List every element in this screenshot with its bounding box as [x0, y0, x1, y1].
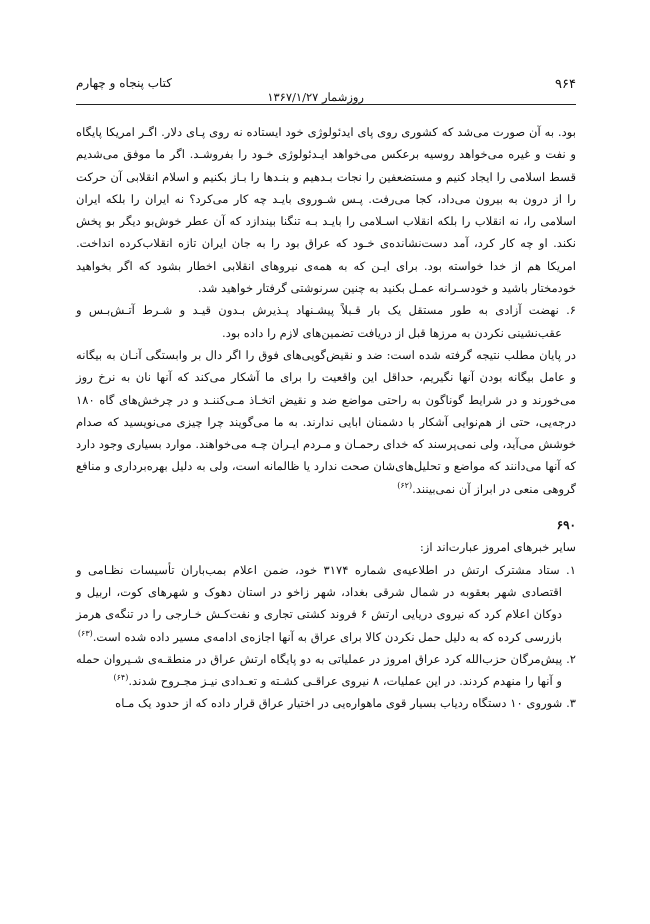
item-text: ۲. پیش‌مرگان حزب‌الله کرد عراق امروز در عملیاتی به دو پایگاه ارتش عراق در منطقـه‌ی شـیروان حمله و آنها را منهدم کردند. در این عملیات، ۸ نیروی عراقـی کشـته و تعـدادی نیـز مجـروح شدند.	[76, 651, 576, 689]
header-date: روزشمار ۱۳۶۷/۱/۲۷	[267, 90, 364, 104]
footnote-ref-62: (۶۲)	[397, 480, 413, 490]
body-text	[76, 121, 576, 715]
paragraph-text: در پایان مطلب نتیجه گرفته شده است: ضد و نقیض‌گویی‌های فوق را اگر دال بر وابستگی آنـان به بیگانه و عامل بیگانه بودن آنها نگیریم، حداقل این واقعیت را برای ما آشکار می‌کند که آنها نان به نرخ روز می‌خورند و در شرایط گوناگون به راحتی مواضع ضد و نقیض اتخـاذ مـی‌کننـد و در چرخش‌های گاه ۱۸۰ درجه‌یی، حتی از هم‌نوایی آشکار با دشمنان ابایی ندارند. به ما می‌گویند چرا چیزی می‌نویسید که صدام خوشش می‌آید، ولی نمی‌پرسند که خدای رحمـان و مـردم ایـران چـه می‌خواهند. موارد بسیاری وجود دارد که آنها می‌دانند که مواضع و تحلیل‌های‌شان صحت ندارد یا ظالمانه است، ولی به دلیل بهره‌برداری و منافع گروهی منعی در ابراز آن نمی‌بینند.	[76, 347, 576, 496]
book-title: کتاب پنجاه و چهارم	[76, 76, 173, 90]
footnote-ref-63: (۶۳)	[77, 628, 93, 638]
item-text: ۱. ستاد مشترک ارتش در اطلاعیه‌ی شماره ۳۱۷۴ خود، ضمن اعلام بمب‌باران تأسیسات نظـامی و اقتصادی شهر بعقوبه در شمال شرقی بغداد، شهر زاخو در استان دهوک و شهرهای کوت، اربیل و دوکان اعلام کرد که نیروی دریایی ارتش ۶ فروند کشتی تجاری و نفت‌کـش خـارجی را در تنگه‌ی هرمز بازرسی کرده که به دلیل حمل نکردن کالا برای عراق به آنها اجازه‌ی ادامه‌ی مسیر داده شده است.	[76, 562, 576, 644]
point-text: ۶. نهضت آزادی به طور مستقل یک بار قـبلاً پیشـنهاد پـذیرش بـدون قیـد و شـرط آتـش‌بـس و عقب‌نشینی نکردن به مرزها قبل از دریافت تضمین‌های لازم را داده بود.	[76, 303, 576, 340]
footnote-ref-64: (۶۴)	[113, 673, 129, 683]
section-intro: سایر خبرهای امروز عبارت‌اند از:	[419, 540, 576, 555]
paragraph	[76, 121, 576, 299]
running-header	[76, 74, 576, 106]
paragraph-text: بود. به آن صورت می‌شد که کشوری روی پای ایدئولوژی خود ایستاده نه روی پـای دلار. اگـر امریکا پایگاه و نفت و غیره می‌خواهد روسیه برعکس می‌خواهد ایـدئولوژی خـود را بفروشـد. اگر ما موفق می‌شدیم قسط اسلامی را ایجاد کنیم و مستضعفین را نجات بـدهیم و بنـدها را بـاز بکنیم و اسلام انقلابی آن حرکت را از درون به بیرون می‌داد، کجا می‌رفت. پـس شـوروی بایـد چه کار می‌کرد؟ نه ایران را بلکه ایران اسلامی را، نه انقلاب را بلکه انقلاب اسـلامی را بایـد بـه تنگنا بیندازد که آن عطر خوش‌بو دیگر بو پخش نکند. او چه کار کرد، آمد دست‌نشانده‌ی خـود که عراق بود را به جان ایران تازه انقلاب‌کرده انداخت. امریکا هم از خدا خواسته بود. برای ایـن که به همه‌ی نیروهای انقلابی اخطار بشود که اگر بخواهید خودمختار باشید و خودسـرانه عمـل بکنید به چنین سرنوشتی گرفتار خواهید شد.	[76, 125, 576, 296]
news-item-1	[76, 559, 576, 648]
section-number: ۶۹۰	[556, 518, 576, 533]
news-item-2	[76, 648, 576, 693]
conclusion-paragraph	[76, 344, 576, 500]
news-item-3	[76, 692, 576, 714]
numbered-point-6	[76, 299, 576, 344]
page-number: ۹۶۴	[555, 77, 576, 92]
header-rule	[76, 104, 576, 105]
item-text: ۳. شوروی ۱۰ دستگاه ردیاب بسیار قوی ماهواره‌یی در اختیار عراق قرار داده که از حدود یک مـاه	[115, 696, 576, 711]
